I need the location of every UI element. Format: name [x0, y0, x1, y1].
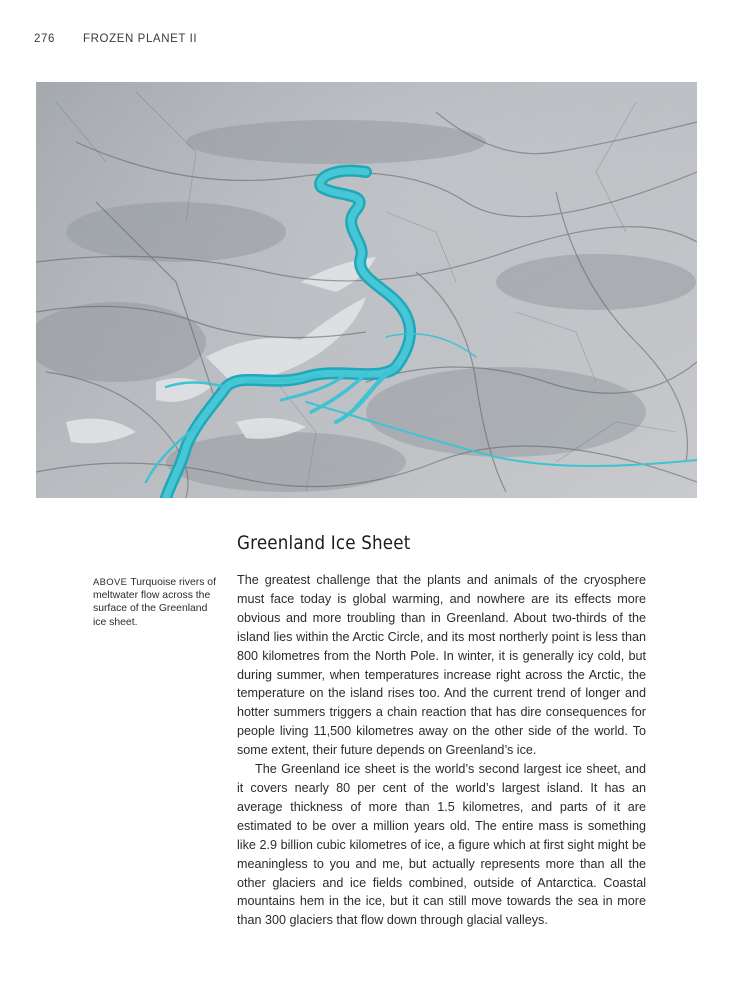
book-title: FROZEN PLANET II [83, 33, 198, 45]
photo-caption [93, 575, 218, 629]
aerial-ice-sheet-photo [36, 82, 697, 498]
paragraph-1: The greatest challenge that the plants and animals of the cryosphere must face today is global warming, and nowhere are its effects more obvious and more troubling than in Greenland. About two-thirds of the island lies within the Arctic Circle, and its most northerly point is less than 800 kilometres from the North Pole. In winter, it is generally icy cold, but during summer, when temperatures increase right across the Arctic, the temperature on the island rises too. And the current trend of longer and hotter summers triggers a chain reaction that has dire consequences for people living 11,500 kilometres away on the other side of the world. To some extent, their future depends on Greenland’s ice. [237, 573, 646, 758]
page-number: 276 [34, 33, 55, 45]
ice-sheet-illustration [36, 82, 697, 498]
section-heading: Greenland Ice Sheet [237, 532, 411, 554]
running-head [34, 33, 197, 45]
paragraph-2: The Greenland ice sheet is the world’s second largest ice sheet, and it covers nearly 80 per cent of the world’s largest island. It has an average thickness of more than 1.5 kilometres, and parts of it are estimated to be over a million years old. The entire mass is something like 2.9 billion cubic kilometres of ice, a figure which at first sight might be meaningless to you and me, but actually represents more than all the other glaciers and ice fields combined, outside of Antarctica. Coastal mountains hem in the ice, but it can still move towards the sea in more than 300 glaciers that flow down through glacial valleys. [237, 762, 646, 928]
caption-label: ABOVE [93, 576, 128, 587]
caption-text: Turquoise rivers of meltwater flow across the surface of the Greenland ice sheet. [93, 577, 216, 628]
article-body [237, 571, 646, 930]
